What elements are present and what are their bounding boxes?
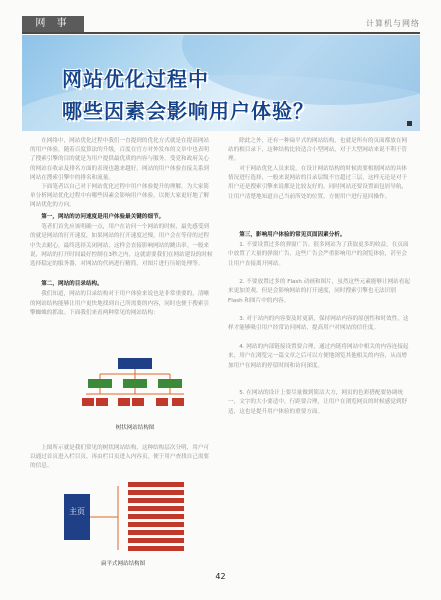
page-node xyxy=(128,530,184,535)
leaf-node xyxy=(156,398,168,406)
leaf-node xyxy=(132,398,144,406)
article-title-line1: 网站优化过程中 xyxy=(62,67,209,91)
page-node xyxy=(128,482,184,487)
page-node xyxy=(128,498,184,503)
byline xyxy=(407,119,414,127)
page-node xyxy=(128,514,184,519)
root-node xyxy=(118,358,152,369)
home-node-label: 主页 xyxy=(69,507,85,516)
figure-caption: 扁平式网站结构图 xyxy=(100,561,145,567)
header-bar xyxy=(22,16,420,34)
tree-diagram xyxy=(80,356,190,422)
paragraph: 1. 不要设置过多的弹窗广告。很多网站为了获取更多的收益，在页面中放置了大量的弹窗广告，这些广告会严重影响用户的浏览体验，甚至会让用户直接离开网站。 xyxy=(228,242,409,267)
page-number: 42 xyxy=(215,572,226,581)
section-heading: 第一，网站的访问速度是用户体验最关键的细节。 xyxy=(41,214,165,220)
journal-name: 计算机与网络 xyxy=(366,19,420,28)
figure-caption: 树状网站结构图 xyxy=(115,425,155,431)
category-node xyxy=(88,379,112,388)
leaf-node xyxy=(96,398,108,406)
square-bullet-icon xyxy=(407,121,412,126)
paragraph: 在网络中，网站优化过程中我们一直提到的优化方式就是在提高网站的用户体验，随着百度算法的升级，百度在官方对外发布的文章中也表明了搜索引擎的目的就是为用户提供最优质的内容与服务。受党和政府关心的网站在收录及排名方面的表现也越来越好，网站的用户体验直接关系到网站在搜索引擎中的排名和流量。 xyxy=(30,138,210,181)
page-node xyxy=(128,538,184,543)
category-node xyxy=(123,379,147,388)
right-column xyxy=(228,137,412,435)
section-heading: 第二，网站的目录结构。 xyxy=(41,281,103,288)
page-node xyxy=(128,522,184,527)
tree-structure-figure xyxy=(80,356,190,434)
page-node xyxy=(128,506,184,511)
title-banner xyxy=(22,35,420,131)
paragraph: 5. 在网站的设计上要尽量做到简洁大方，网页的色彩搭配要协调统一，文字的大小要适中，行距要合理，让用户在浏览网页的时候感觉到舒适，这也是提升用户体验的重要方面。 xyxy=(228,390,408,415)
paragraph: 4. 网站的内部链接设置要合理，通过内链将网站中相关的内容连接起来，用户在浏览完一篇文章之后可以方便地浏览其他相关的内容，从而增加用户在网站的停留时间和访问深度。 xyxy=(228,344,409,369)
left-column xyxy=(30,137,214,318)
paragraph: 3. 对于站内的内容要及时更新，保持网站内容的原创性和时效性，这样才能够吸引用户经常访问网站，提高用户对网站的信任度。 xyxy=(228,316,409,332)
page-node xyxy=(128,490,184,495)
section-heading: 第三，影响用户体验的常见页面因素分析。 xyxy=(239,232,346,238)
paragraph: 2. 不要放置过多的 Flash 动画和图片，虽然这些元素能够让网站看起来更加美观，但是会影响网站的打开速度，同时搜索引擎也无法识别 Flash 和图片中的内容。 xyxy=(228,279,410,304)
page-node xyxy=(128,546,184,551)
paragraph: 除此之外，还有一种扁平式的网站结构，也就是所有的页面都放在网站的根目录下，这种结构比较适合小型网站，对于大型网站来说不利于管理。 xyxy=(228,138,408,163)
category-node xyxy=(158,379,182,388)
paragraph: 我们知道，网站的目录结构对于用户体验来说也是非常重要的，清晰的网站结构能够让用户更快地找到自己所需要的内容，同时也便于搜索引擎蜘蛛的抓取。下面我们来看两种常见的网站结构： xyxy=(30,291,210,316)
section-tag: 网 事 xyxy=(22,16,84,32)
home-node xyxy=(64,494,90,540)
leaf-node xyxy=(118,398,130,406)
leaf-node xyxy=(172,398,184,406)
flat-structure-figure xyxy=(58,480,188,570)
paragraph: 对于网站优化人员来说，在设计网站结构的时候需要根据网站的具体情况进行选择，一般来说网站的目录层级不宜超过三层，这样无论是对于用户还是搜索引擎来说都是比较友好的。同时网站还要设置面包屑导航，让用户清楚地知道自己当前所处的位置，方便用户进行返回操作。 xyxy=(228,166,408,200)
paragraph: 笔者们首先应该明确一点，用户在访问一个网站的时候，最先感受到的就是网站的打开速度。如果网站的打开速度过慢，用户会在等待的过程中失去耐心，最终选择关闭网站，这样会直接影响网站的跳出率。一般来说，网站的打开时间最好控制在3秒之内，这就需要我们在网站建设的时候选择稳定的服务器，对网站的代码进行精简，对图片进行压缩处理等。 xyxy=(30,224,213,268)
leaf-node xyxy=(82,398,94,406)
article-title-line2: 哪些因素会影响用户体验？ xyxy=(62,99,314,123)
paragraph: 下面笔者以自己对于网站优化过程中用户体验提升的理解，为大家简单分析网站优化过程中有哪些因素会影响用户体验，以便大家更好地了解网站优化的方向。 xyxy=(30,184,210,209)
left-column-lower xyxy=(30,444,214,481)
paragraph: 上图所示就是我们常见的树状网站结构，这种结构层次分明，用户可以通过首页进入栏目页，再由栏目页进入内容页，便于用户查找自己需要的信息。 xyxy=(30,445,210,470)
flat-diagram xyxy=(58,480,188,556)
